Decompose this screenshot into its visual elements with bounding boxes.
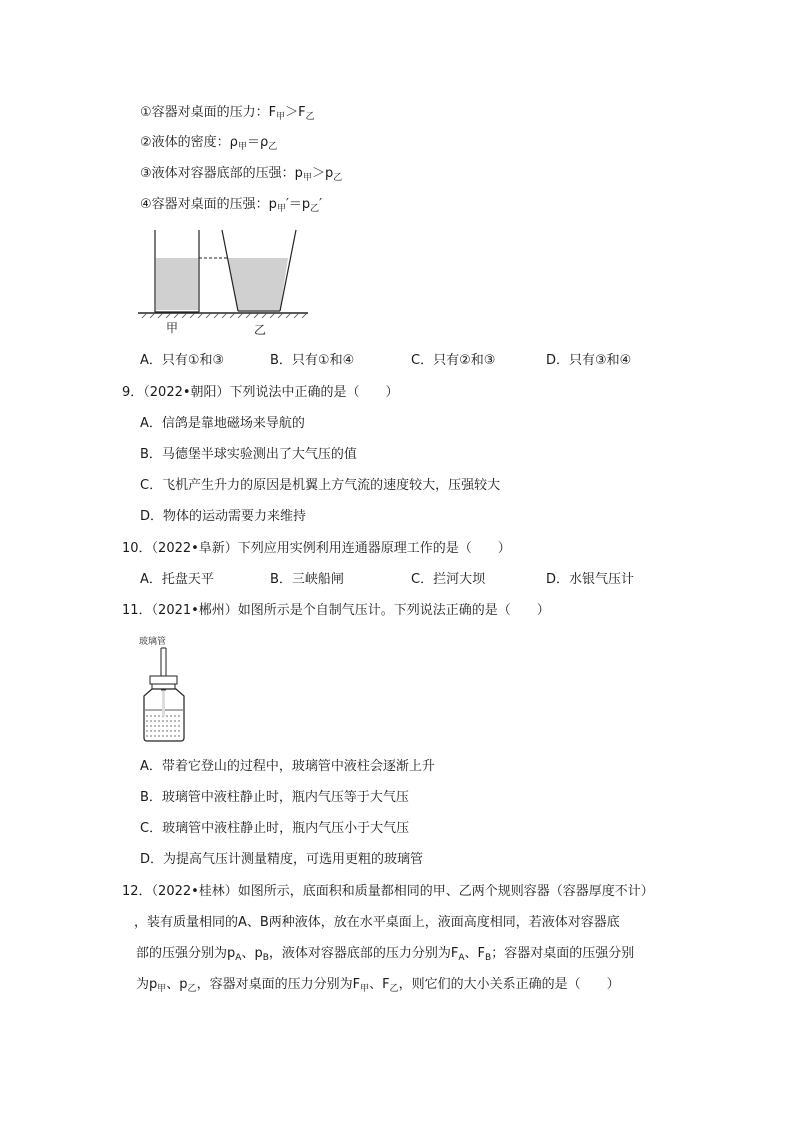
subscript: 乙: [389, 984, 399, 994]
statement-1: [140, 104, 315, 123]
glass-tube-label: 玻璃管: [139, 637, 167, 647]
statement-mid: ′＝p: [285, 197, 311, 212]
liquid-yi: [228, 258, 288, 310]
q11-option-d[interactable]: D．为提高气压计测量精度，可选用更粗的玻璃管: [140, 852, 424, 867]
q10-option-c[interactable]: C．拦河大坝: [411, 572, 486, 587]
q12-text: 、p: [166, 977, 188, 992]
q9-option-d[interactable]: D．物体的运动需要力来维持: [140, 509, 307, 524]
q8-option-b[interactable]: B．只有①和④: [270, 353, 355, 368]
q12-text: 为p: [136, 977, 158, 992]
q12-text: ，容器对桌面的压力分别为F: [196, 977, 361, 992]
table-hatch: [142, 313, 307, 318]
subscript: 甲: [360, 984, 370, 994]
statement-mid: ＞p: [311, 166, 334, 181]
q9-option-a[interactable]: A．信鸽是靠地磁场来导航的: [140, 416, 305, 431]
statement-3: [140, 165, 342, 184]
label-jia: 甲: [166, 321, 179, 335]
q11-option-b[interactable]: B．玻璃管中液柱静止时，瓶内气压等于大气压: [140, 790, 409, 805]
q11-option-c[interactable]: C．玻璃管中液柱静止时，瓶内气压小于大气压: [140, 821, 410, 836]
statement-4: [140, 196, 322, 215]
q12-text: ；容器对桌面的压强分别: [491, 946, 635, 961]
q10-stem: 10．（2022•阜新）下列应用实例利用连通器原理工作的是（ ）: [122, 541, 511, 556]
q11-option-a[interactable]: A．带着它登山的过程中，玻璃管中液柱会逐渐上升: [140, 759, 435, 774]
subscript: 乙: [305, 112, 315, 122]
subscript: 乙: [310, 204, 320, 214]
q9-option-b[interactable]: B．马德堡半球实验测出了大气压的值: [140, 447, 357, 462]
statement-text: ③液体对容器底部的压强：p: [140, 166, 303, 181]
label-yi: 乙: [254, 323, 267, 337]
statement-tail: ′: [319, 197, 323, 212]
q9-option-c[interactable]: C．飞机产生升力的原因是机翼上方气流的速度较大，压强较大: [140, 478, 501, 493]
q10-option-d[interactable]: D．水银气压计: [546, 572, 635, 587]
subscript: A: [458, 953, 465, 963]
liquid-jia: [156, 258, 198, 310]
statement-mid: ＞F: [285, 105, 306, 120]
q10-option-a[interactable]: A．托盘天平: [140, 572, 214, 587]
statement-2: [140, 134, 277, 153]
q12-line-2: ，装有质量相同的A、B两种液体，放在水平桌面上，液面高度相同，若液体对容器底: [134, 915, 620, 930]
subscript: 甲: [276, 204, 286, 214]
subscript: 甲: [302, 173, 312, 183]
q12-line-1: 12．（2022•桂林）如图所示，底面积和质量都相同的甲、乙两个规则容器（容器厚度不计）: [122, 884, 654, 899]
q8-option-a[interactable]: A．只有①和③: [140, 353, 225, 368]
containers-figure: [136, 226, 316, 338]
q11-stem: 11．（2021•郴州）如图所示是个自制气压计。下列说法正确的是（ ）: [122, 603, 550, 618]
q12-text: 部的压强分别为p: [136, 946, 236, 961]
q12-line-3: [136, 945, 634, 964]
subscript: 乙: [268, 142, 278, 152]
subscript: 乙: [187, 984, 197, 994]
subscript: B: [262, 953, 269, 963]
subscript: 甲: [276, 112, 286, 122]
barometer-figure: [136, 632, 196, 744]
q8-option-c[interactable]: C．只有②和③: [411, 353, 496, 368]
q9-stem: 9．（2022•朝阳）下列说法中正确的是（ ）: [122, 385, 399, 400]
subscript: 甲: [237, 142, 247, 152]
q12-text: ，则它们的大小关系正确的是（ ）: [398, 977, 620, 992]
q12-text: 、F: [464, 946, 486, 961]
statement-text: ②液体的密度：ρ: [140, 135, 238, 150]
subscript: B: [485, 953, 492, 963]
q8-option-d[interactable]: D．只有③和④: [546, 353, 632, 368]
q12-text: 、F: [369, 977, 390, 992]
statement-text: ①容器对桌面的压力：F: [140, 105, 277, 120]
subscript: A: [235, 953, 242, 963]
q12-text: 、p: [241, 946, 263, 961]
subscript: 甲: [157, 984, 167, 994]
statement-mid: ＝ρ: [246, 135, 269, 150]
q12-text: ，液体对容器底部的压力分别为F: [268, 946, 459, 961]
statement-text: ④容器对桌面的压强：p: [140, 197, 277, 212]
q12-line-4: [136, 976, 620, 995]
subscript: 乙: [333, 173, 343, 183]
q10-option-b[interactable]: B．三峡船闸: [270, 572, 344, 587]
